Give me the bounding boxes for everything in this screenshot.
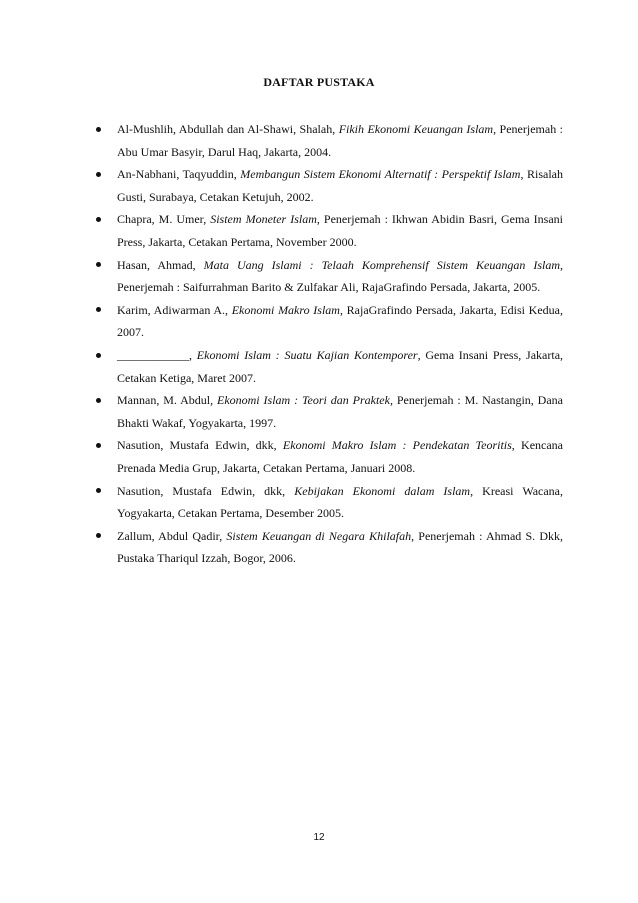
reference-title: Ekonomi Makro Islam : Pendekatan Teoritis	[282, 438, 512, 453]
reference-item	[95, 118, 563, 163]
reference-details: , Kreasi Wacana, Yogyakarta, Cetakan Pertama, Desember 2005.	[117, 483, 563, 521]
reference-authors: Karim, Adiwarman A.,	[117, 302, 232, 317]
reference-authors: Nasution, Mustafa Edwin, dkk,	[117, 483, 295, 498]
reference-title: Sistem Moneter Islam	[210, 212, 317, 227]
reference-authors: Mannan, M. Abdul,	[117, 393, 217, 408]
reference-item	[95, 208, 563, 253]
reference-authors: Chapra, M. Umer,	[117, 212, 211, 227]
reference-details: , Kencana Prenada Media Grup, Jakarta, Cetakan Pertama, Januari 2008.	[117, 438, 563, 475]
page-title: DAFTAR PUSTAKA	[263, 75, 375, 89]
reference-item	[95, 389, 563, 434]
reference-authors: Zallum, Abdul Qadir,	[117, 528, 227, 543]
reference-authors: An-Nabhani, Taqyuddin,	[117, 167, 241, 182]
reference-title: Ekonomi Islam : Suatu Kajian Kontemporer	[196, 347, 418, 362]
reference-title: Ekonomi Islam : Teori dan Praktek	[216, 393, 390, 408]
reference-title: Sistem Keuangan di Negara Khilafah	[226, 528, 412, 543]
reference-title: Ekonomi Makro Islam	[231, 302, 340, 317]
reference-authors: ____________,	[117, 347, 197, 362]
reference-list	[95, 118, 563, 570]
reference-details: , Penerjemah : Abu Umar Basyir, Darul Haq, Jakarta, 2004.	[117, 122, 563, 159]
reference-details: , Penerjemah : Ikhwan Abidin Basri, Gema Insani Press, Jakarta, Cetakan Pertama, November 2000.	[117, 212, 563, 249]
reference-title: Mata Uang Islami : Telaah Komprehensif Sistem Keuangan Islam	[203, 257, 561, 272]
reference-authors: Nasution, Mustafa Edwin, dkk,	[117, 438, 283, 453]
reference-authors: Al-Mushlih, Abdullah dan Al-Shawi, Shalah,	[117, 122, 339, 136]
page-number: 12	[313, 832, 325, 843]
reference-title: Kebijakan Ekonomi dalam Islam	[294, 483, 471, 498]
reference-item	[95, 163, 563, 208]
reference-details: , RajaGrafindo Persada, Jakarta, Edisi Kedua, 2007.	[117, 302, 563, 340]
reference-details: , Risalah Gusti, Surabaya, Cetakan Ketujuh, 2002.	[117, 167, 563, 204]
reference-item	[95, 525, 563, 570]
reference-item	[95, 480, 563, 525]
reference-title: Fikih Ekonomi Keuangan Islam	[338, 122, 494, 136]
reference-item	[95, 254, 563, 299]
reference-details: , Penerjemah : M. Nastangin, Dana Bhakti Wakaf, Yogyakarta, 1997.	[117, 393, 563, 430]
reference-item	[95, 344, 563, 389]
reference-details: , Penerjemah : Saifurrahman Barito & Zulfakar Ali, RajaGrafindo Persada, Jakarta, 2005.	[117, 257, 564, 295]
reference-title: Membangun Sistem Ekonomi Alternatif : Perspektif Islam	[240, 167, 521, 182]
reference-item	[95, 434, 563, 479]
reference-authors: Hasan, Ahmad,	[117, 257, 204, 272]
reference-details: , Penerjemah : Ahmad S. Dkk, Pustaka Thariqul Izzah, Bogor, 2006.	[117, 528, 564, 566]
reference-details: , Gema Insani Press, Jakarta, Cetakan Ketiga, Maret 2007.	[117, 347, 564, 385]
reference-item	[95, 299, 563, 344]
